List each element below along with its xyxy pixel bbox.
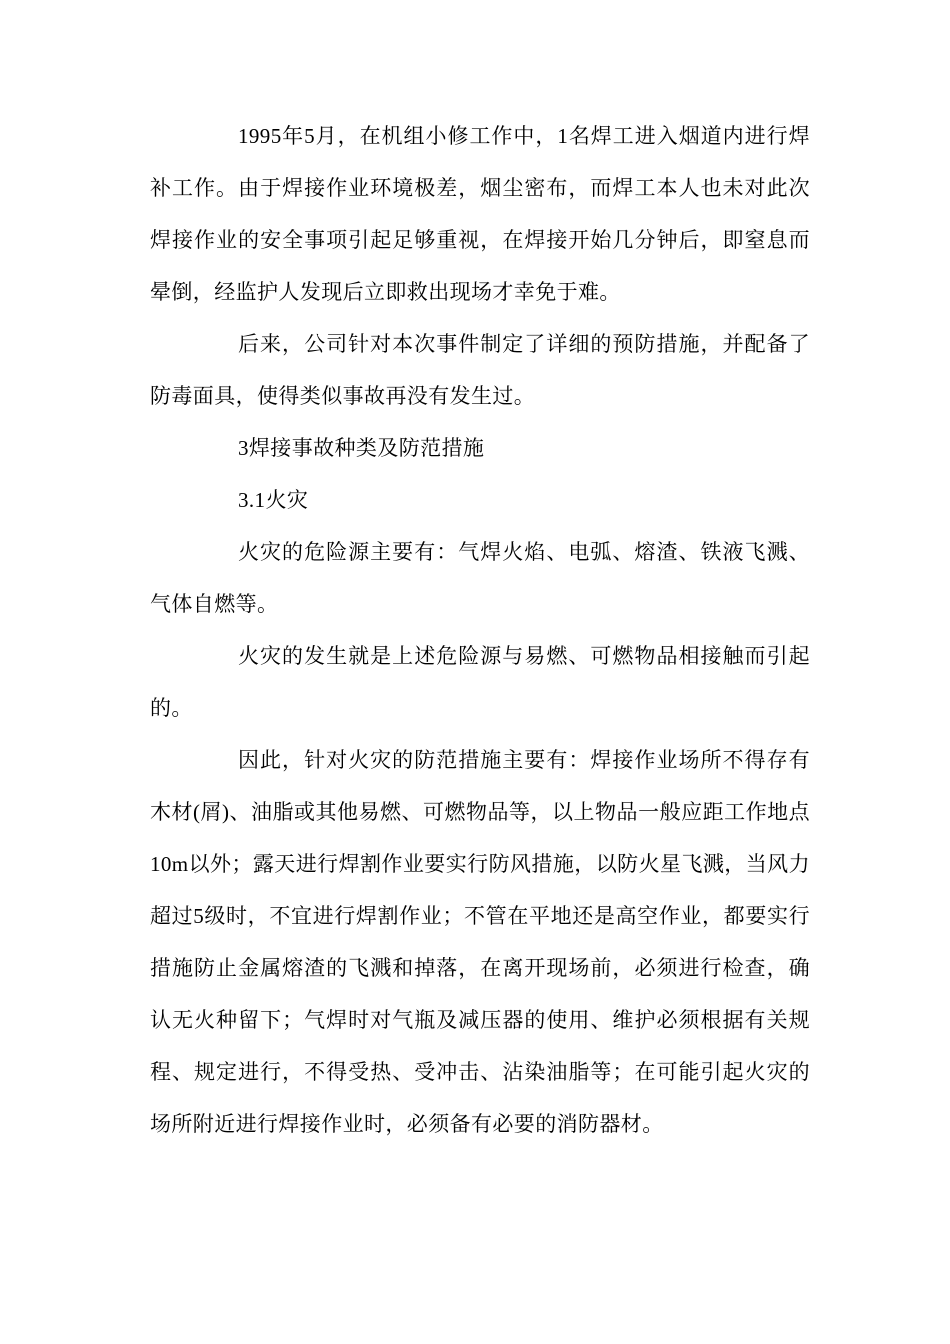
paragraph-fire-cause: 火灾的发生就是上述危险源与易燃、可燃物品相接触而引起的。 [150, 644, 810, 720]
document-body [150, 110, 810, 1150]
paragraph-fire-measures: 因此，针对火灾的防范措施主要有：焊接作业场所不得存有木材(屑)、油脂或其他易燃、可燃物品等，以上物品一般应距工作地点10m以外；露天进行焊割作业要实行防风措施，以防火星飞溅，当风力超过5级时，不宜进行焊割作业；不管在平地还是高空作业，都要实行措施防止金属熔渣的飞溅和掉落，在离开现场前，必须进行检查，确认无火种留下；气焊时对气瓶及减压器的使用、维护必须根据有关规程、规定进行，不得受热、受冲击、沾染油脂等；在可能引起火灾的场所附近进行焊接作业时，必须备有必要的消防器材。 [150, 748, 810, 1136]
section-heading: 3焊接事故种类及防范措施 [238, 436, 485, 460]
subsection-heading: 3.1火灾 [238, 488, 309, 512]
paragraph-incident: 1995年5月，在机组小修工作中，1名焊工进入烟道内进行焊补工作。由于焊接作业环境极差，烟尘密布，而焊工本人也未对此次焊接作业的安全事项引起足够重视，在焊接开始几分钟后，即窒息而晕倒，经监护人发现后立即救出现场才幸免于难。 [150, 124, 810, 304]
paragraph-fire-hazards: 火灾的危险源主要有：气焊火焰、电弧、熔渣、铁液飞溅、气体自燃等。 [150, 540, 810, 616]
paragraph-prevention: 后来，公司针对本次事件制定了详细的预防措施，并配备了防毒面具，使得类似事故再没有发生过。 [150, 332, 810, 408]
